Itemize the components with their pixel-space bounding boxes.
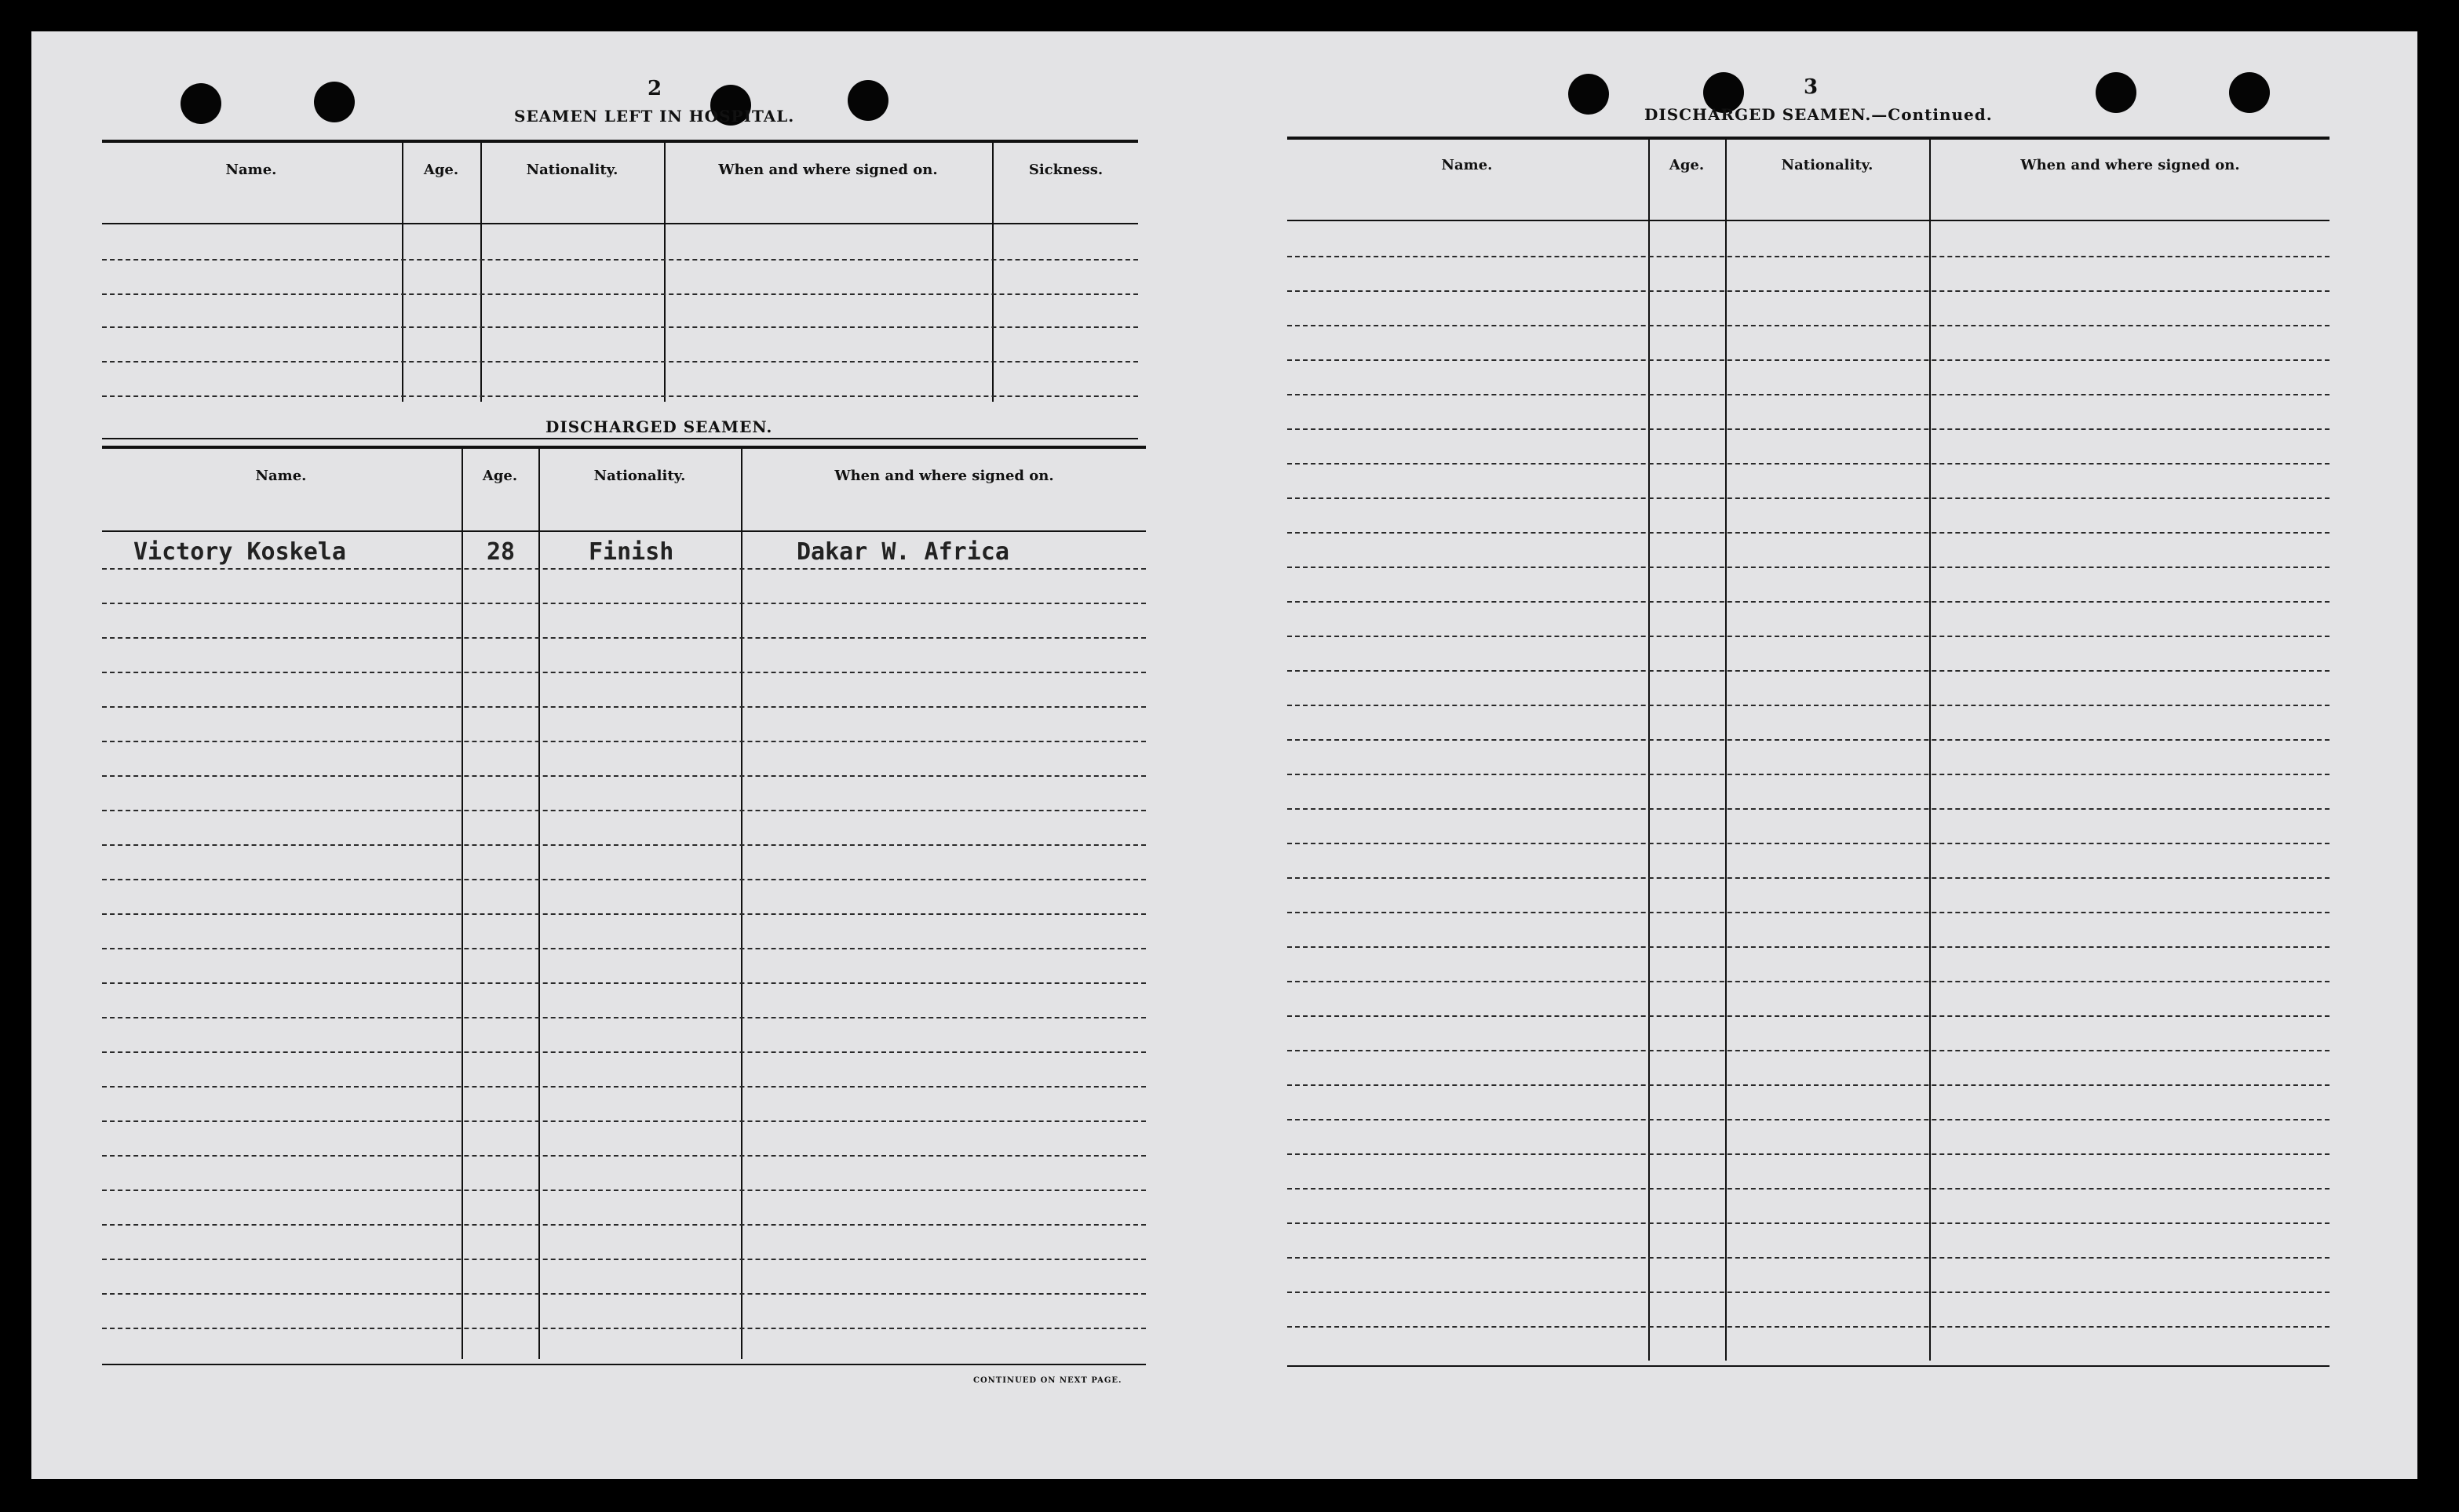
page-number: 2 xyxy=(648,77,662,100)
row-name: Victory Koskela xyxy=(133,538,346,566)
col-head-sickness: Sickness. xyxy=(1028,162,1104,178)
row-signed-on: Dakar W. Africa xyxy=(797,538,1009,566)
section-title: DISCHARGED SEAMEN. xyxy=(545,417,773,436)
col-head-name: Name. xyxy=(1441,157,1493,173)
col-head-signed-on: When and where signed on. xyxy=(2020,157,2240,173)
page-number: 3 xyxy=(1804,75,1819,99)
punch-hole xyxy=(848,80,888,121)
discharged-table-right xyxy=(1287,137,2329,1408)
col-head-nationality: Nationality. xyxy=(1781,157,1873,173)
col-head-name: Name. xyxy=(225,162,277,178)
row-nationality: Finish xyxy=(589,538,674,566)
punch-hole xyxy=(181,83,221,124)
continued-note: CONTINUED ON NEXT PAGE. xyxy=(973,1376,1122,1385)
col-head-age: Age. xyxy=(482,468,518,484)
col-head-name: Name. xyxy=(255,468,307,484)
punch-hole xyxy=(2096,72,2136,113)
col-head-signed-on: When and where signed on. xyxy=(718,162,938,178)
punch-hole xyxy=(2229,72,2270,113)
col-head-nationality: Nationality. xyxy=(593,468,686,484)
right-page xyxy=(1287,31,2370,1479)
ledger-sheet xyxy=(31,31,2417,1479)
left-page xyxy=(102,31,1142,1479)
page-title: DISCHARGED SEAMEN.—Continued. xyxy=(1644,105,1993,124)
punch-hole xyxy=(314,82,355,122)
col-head-signed-on: When and where signed on. xyxy=(834,468,1054,484)
page-title: SEAMEN LEFT IN HOSPITAL. xyxy=(514,107,795,126)
row-age: 28 xyxy=(487,538,516,566)
col-head-age: Age. xyxy=(1669,157,1705,173)
col-head-age: Age. xyxy=(423,162,459,178)
col-head-nationality: Nationality. xyxy=(526,162,618,178)
punch-hole xyxy=(1568,74,1609,115)
hospital-table xyxy=(102,140,1138,442)
discharged-table-left xyxy=(102,446,1146,1411)
